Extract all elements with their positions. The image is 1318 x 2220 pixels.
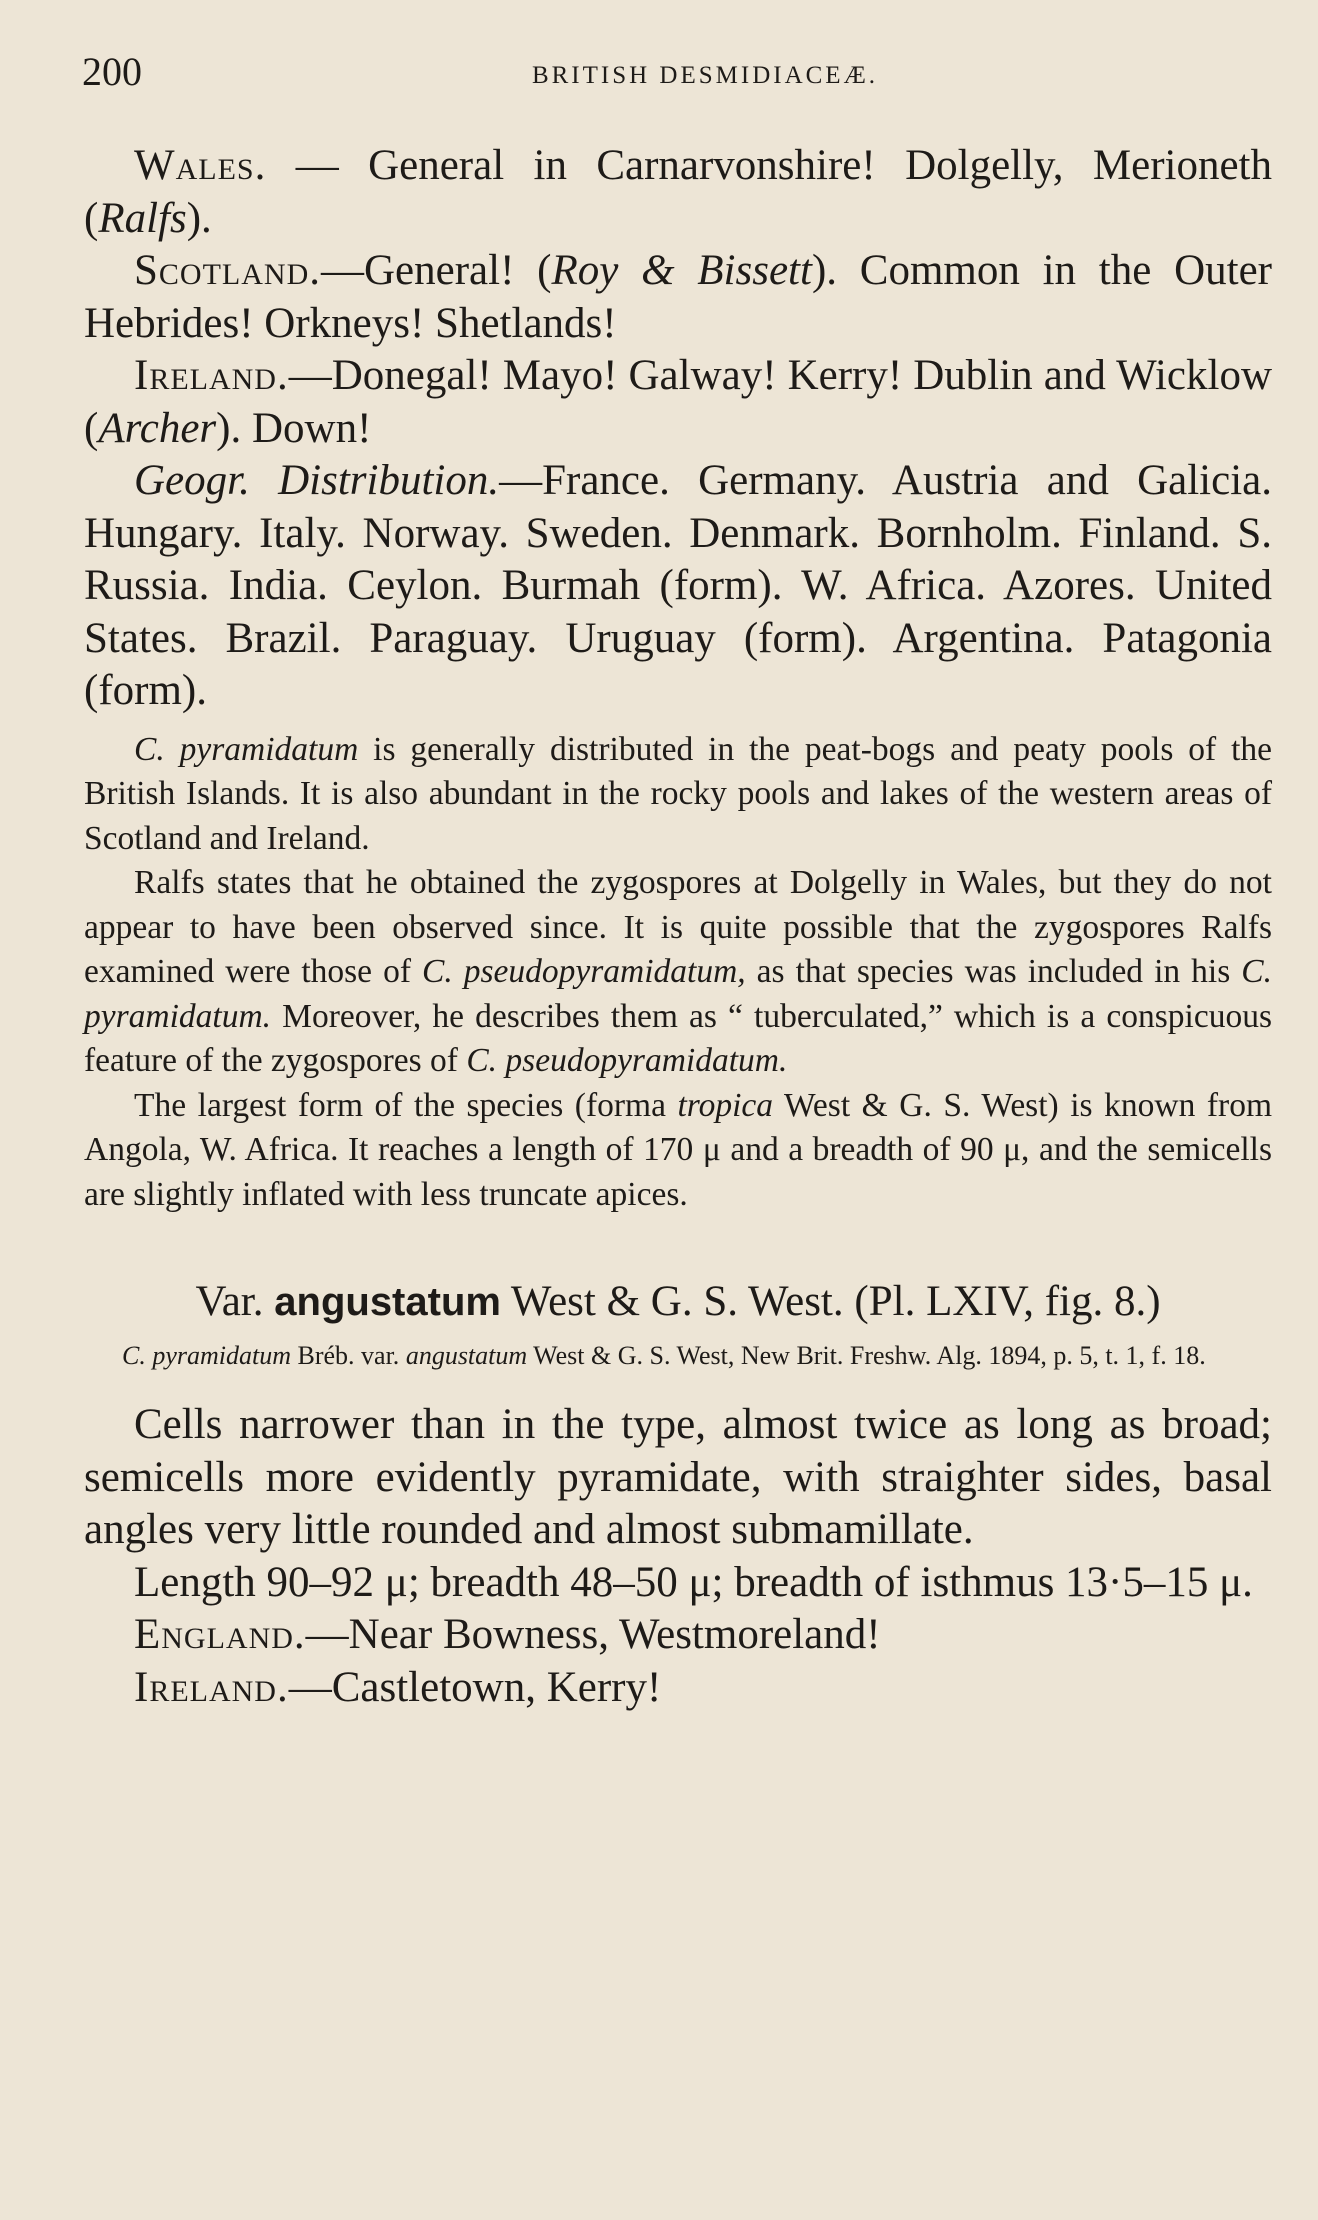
variety-prefix: Var. (195, 1278, 275, 1325)
wales-authority: Ralfs (98, 194, 187, 242)
synonym-variety: angustatum (405, 1341, 528, 1370)
forma-name: tropica (677, 1086, 774, 1124)
note-2-text-b: as that species was included in his (745, 953, 1242, 990)
region-label-ireland: Ireland. (134, 352, 289, 399)
variety-heading (84, 1275, 1272, 1329)
variety-measurements: Length 90–92 μ; breadth 48–50 μ; breadth of isthmus 13·5–15 μ. (134, 1558, 1253, 1606)
wales-text: — General in Carnarvonshire! Dolgelly, Merioneth ( (84, 142, 1272, 242)
species-name: C. pseudopyramidatum. (466, 1042, 788, 1079)
wales-end: ). (186, 194, 212, 242)
species-name: C. pyramidatum. (84, 953, 1272, 1035)
note-2-text-a: Ralfs states that he obtained the zygospores at Dolgelly in Wales, but they do not appear to have been observed since. It is quite possible that the zygospores Ralfs examined were those of (84, 864, 1272, 990)
geogr-label: Geogr. Distribution. (134, 457, 500, 504)
geographic-distribution (84, 455, 1272, 718)
england-text: —Near Bowness, Westmoreland! (305, 1611, 881, 1658)
synonym-species: C. pyramidatum (122, 1341, 291, 1370)
england-distribution (84, 1609, 1272, 1662)
scotland-end: ). Common in the Outer Hebrides! Orkneys! Shetlands! (84, 247, 1272, 347)
synonym-text-b: West & G. S. West, New Brit. Freshw. Alg. 1894, p. 5, t. 1, f. 18. (527, 1341, 1206, 1370)
note-paragraph-1 (84, 728, 1272, 862)
ireland-distribution (84, 350, 1272, 455)
region-label-scotland: Scotland. (134, 247, 321, 294)
geogr-text: —France. Germany. Austria and Galicia. Hungary. Italy. Norway. Sweden. Denmark. Bornholm. Finland. S. Russia. India. Ceylon. Burmah (form). W. Africa. Azores. United States. Brazil. Paraguay. Uruguay (form). Argentina. Patagonia (form). (84, 457, 1272, 714)
synonym-citation (84, 1339, 1272, 1373)
ireland-authority: Archer (98, 404, 217, 452)
variety-ireland-text: —Castletown, Kerry! (288, 1663, 662, 1711)
ireland-end: ). Down! (216, 404, 372, 452)
scotland-text: —General! ( (321, 247, 552, 294)
region-label-wales: Wales. (134, 142, 267, 189)
running-title: BRITISH DESMIDIACEÆ. (531, 62, 879, 89)
note-2-text-c: Moreover, he describes them as “ tuberculated,” which is a conspicuous feature of the zygospores of (84, 997, 1272, 1079)
scotland-authority: Roy & Bissett (551, 247, 812, 294)
variety-name: angustatum (274, 1280, 501, 1324)
page-header (82, 48, 1268, 108)
note-3-text-a: The largest form of the species (forma (134, 1086, 678, 1124)
species-name: C. pyramidatum (134, 730, 359, 768)
variety-authority: West & G. S. West. (500, 1278, 844, 1325)
species-name: C. pseudopyramidatum, (421, 953, 746, 990)
plate-reference: (Pl. LXIV, fig. 8.) (843, 1278, 1161, 1325)
note-paragraph-3 (84, 1084, 1272, 1218)
note-paragraph-2 (84, 861, 1272, 1084)
note-3-text-b: West & G. S. West) is known from Angola, W. Africa. It reaches a length of 170 μ and a breadth of 90 μ, and the semicells are slightly inflated with less truncate apices. (84, 1086, 1273, 1213)
synonym-text-a: Bréb. var. (291, 1341, 406, 1370)
variety-ireland-distribution (84, 1662, 1272, 1715)
ireland-text: —Donegal! Mayo! Galway! Kerry! Dublin and Wicklow ( (84, 352, 1272, 452)
wales-distribution (84, 140, 1272, 245)
page-body (84, 140, 1272, 1714)
page-number: 200 (82, 49, 142, 94)
region-label-england: England. (134, 1611, 306, 1658)
variety-description: Cells narrower than in the type, almost twice as long as broad; semicells more evidently pyramidate, with straighter sides, basal angles very little rounded and almost submamillate. (84, 1401, 1272, 1553)
region-label-ireland: Ireland. (134, 1663, 289, 1711)
scotland-distribution (84, 245, 1272, 350)
note-1-text: is generally distributed in the peat-bogs and peaty pools of the British Islands. It is also abundant in the rocky pools and lakes of the western areas of Scotland and Ireland. (84, 730, 1273, 857)
